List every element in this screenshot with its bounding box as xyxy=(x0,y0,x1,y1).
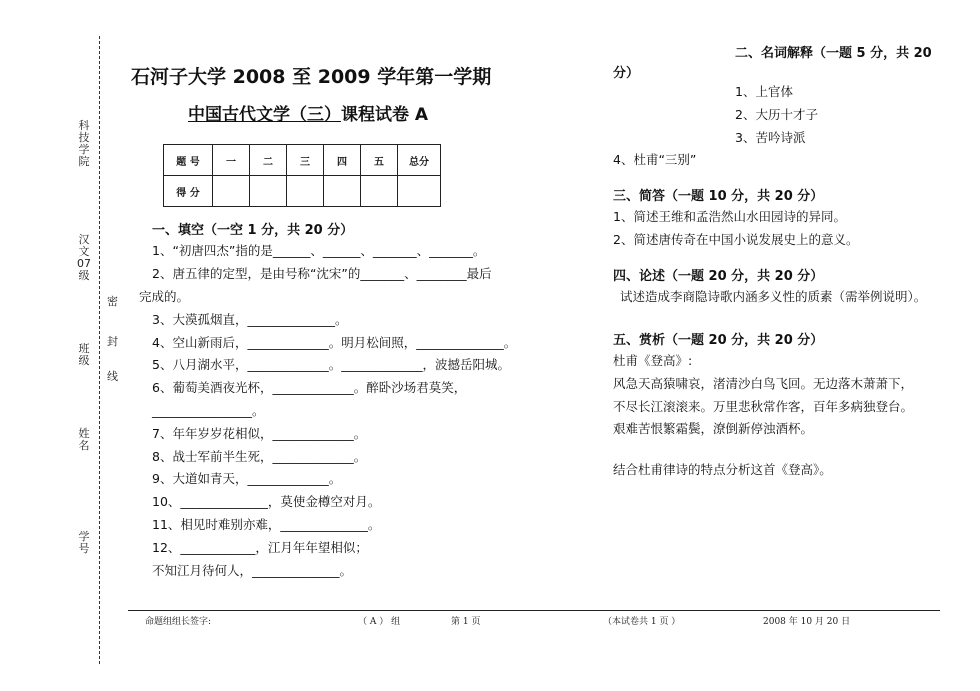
fill-line-3: 3、大漠孤烟直，______________。 xyxy=(152,312,348,327)
margin-id-label: 学号 xyxy=(78,530,90,555)
fill-line-12: 12、____________，江月年年望相似； xyxy=(152,540,368,555)
fill-line-9: 9、大道如青天，_____________。 xyxy=(152,471,342,486)
paper-label: 课程试卷 A xyxy=(341,105,429,125)
poem-line-3: 艰难苦恨繁霜鬓，潦倒新停浊酒杯。 xyxy=(613,421,814,436)
score-row-label: 得 分 xyxy=(164,176,213,207)
seal-char-xian: 线 xyxy=(107,370,118,383)
fill-line-6-cont: ________________。 xyxy=(152,403,265,418)
score-cell-label: 题 号 xyxy=(164,145,213,176)
footer-date: 2008 年 10 月 20 日 xyxy=(763,617,851,627)
term-item-2: 2、大历十才子 xyxy=(735,107,818,122)
fill-line-10: 10、______________，莫使金樽空对月。 xyxy=(152,494,381,509)
footer-signature: 命题组组长签字: xyxy=(145,617,212,627)
margin-name-label: 姓名 xyxy=(78,427,90,452)
margin-class-label: 班级 xyxy=(78,342,90,367)
footer-total-pages: （本试卷共 1 页 ） xyxy=(603,617,681,627)
fill-line-11: 11、相见时难别亦难，______________。 xyxy=(152,517,381,532)
score-table-header-row xyxy=(164,145,441,176)
short-answer-2: 2、简述唐传奇在中国小说发展史上的意义。 xyxy=(613,232,859,247)
fill-line-1: 1、“初唐四杰”指的是______、______、_______、_______。 xyxy=(152,243,486,258)
seal-char-feng: 封 xyxy=(107,335,118,348)
fill-line-6: 6、葡萄美酒夜光杯，_____________。醉卧沙场君莫笑， xyxy=(152,380,467,395)
score-input-total[interactable] xyxy=(398,176,441,207)
footer-rule xyxy=(128,610,940,611)
section2-heading-wrap: 分） xyxy=(613,66,640,81)
section1-heading: 一、填空（一空 1 分，共 20 分） xyxy=(152,223,354,238)
fill-line-5: 5、八月湖水平，_____________。_____________，波撼岳阳城。 xyxy=(152,357,510,372)
binding-dashed-line xyxy=(99,36,100,664)
poem-line-1: 风急天高猿啸哀，渚清沙白鸟飞回。无边落木萧萧下， xyxy=(613,376,914,391)
term-item-4: 4、杜甫“三别” xyxy=(613,152,697,167)
term-item-3: 3、苦吟诗派 xyxy=(735,130,806,145)
margin-class-name: 汉文07级 xyxy=(77,233,91,282)
score-cell-q1: 一 xyxy=(213,145,250,176)
score-input-q5[interactable] xyxy=(361,176,398,207)
score-input-q3[interactable] xyxy=(287,176,324,207)
fill-line-7: 7、年年岁岁花相似，_____________。 xyxy=(152,426,367,441)
fill-line-2: 2、唐五律的定型，是由号称“沈宋”的_______、________最后 xyxy=(152,266,492,281)
appreciation-task: 结合杜甫律诗的特点分析这首《登高》。 xyxy=(613,462,832,477)
footer-page: 第 1 页 xyxy=(451,617,481,627)
score-cell-q5: 五 xyxy=(361,145,398,176)
score-table-score-row xyxy=(164,176,441,207)
exam-title: 石河子大学 2008 至 2009 学年第一学期 xyxy=(131,66,492,88)
fill-line-12-cont: 不知江月待何人，______________。 xyxy=(152,563,353,578)
score-cell-q4: 四 xyxy=(324,145,361,176)
course-name: 中国古代文学（三） xyxy=(188,105,341,125)
seal-char-mi: 密 xyxy=(107,295,118,308)
fill-line-2-cont: 完成的。 xyxy=(139,289,190,304)
score-cell-q2: 二 xyxy=(250,145,287,176)
fill-line-8: 8、战士军前半生死，_____________。 xyxy=(152,449,367,464)
short-answer-1: 1、简述王维和孟浩然山水田园诗的异同。 xyxy=(613,209,846,224)
exam-subtitle xyxy=(188,100,428,125)
poem-line-2: 不尽长江滚滚来。万里悲秋常作客，百年多病独登台。 xyxy=(613,399,914,414)
footer-group: （ A ） 组 xyxy=(358,617,401,627)
section5-heading: 五、赏析（一题 20 分，共 20 分） xyxy=(613,333,824,348)
score-cell-q3: 三 xyxy=(287,145,324,176)
margin-college: 科技学院 xyxy=(78,119,90,168)
section2-heading: 二、名词解释（一题 5 分，共 20 xyxy=(735,46,932,61)
fill-line-4: 4、空山新雨后，_____________。明月松间照，______________。 xyxy=(152,335,517,350)
essay-prompt: 试述造成李商隐诗歌内涵多义性的质素（需举例说明）。 xyxy=(620,289,927,304)
poem-title: 杜甫《登高》: xyxy=(613,353,693,368)
section3-heading: 三、简答（一题 10 分，共 20 分） xyxy=(613,189,824,204)
score-input-q1[interactable] xyxy=(213,176,250,207)
score-table xyxy=(163,144,441,207)
score-input-q2[interactable] xyxy=(250,176,287,207)
term-item-1: 1、上官体 xyxy=(735,84,793,99)
score-cell-total: 总分 xyxy=(398,145,441,176)
score-input-q4[interactable] xyxy=(324,176,361,207)
section4-heading: 四、论述（一题 20 分，共 20 分） xyxy=(613,269,824,284)
